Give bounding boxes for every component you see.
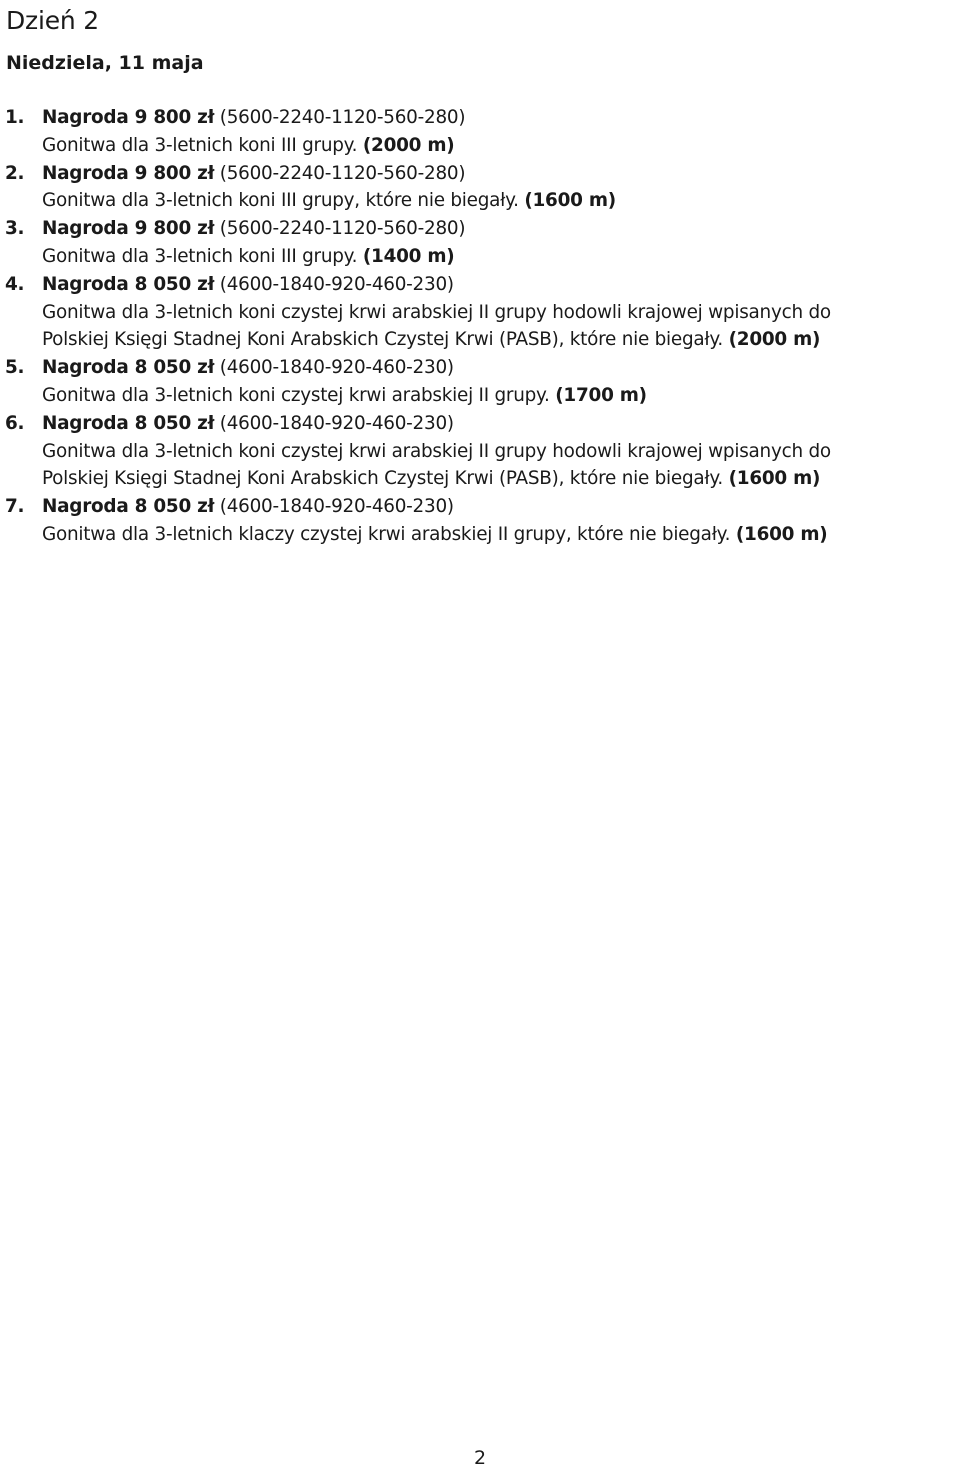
race-description-line [42, 299, 960, 327]
race-description: Gonitwa dla 3-letnich klaczy czystej krwi arabskiej II grupy, które nie biegały. [42, 523, 731, 545]
day-title: Dzień 2 [6, 6, 99, 35]
race-description-line [42, 438, 960, 466]
race-prize: Nagroda 9 800 zł [42, 107, 215, 128]
race-prize: Nagroda 9 800 zł [42, 218, 215, 240]
race-number: 6. [5, 412, 25, 434]
race-description: Polskiej Księgi Stadnej Koni Arabskich Czystej Krwi (PASB), które nie biegały. [42, 329, 724, 351]
page-number-text: 2 [473, 1447, 487, 1469]
race-number: 1. [5, 107, 25, 128]
race-prize-line [42, 215, 960, 243]
race-description: Polskiej Księgi Stadnej Koni Arabskich Czystej Krwi (PASB), które nie biegały. [42, 468, 724, 490]
race-prize-line [42, 410, 960, 438]
race-description: Gonitwa dla 3-letnich koni III grupy. [42, 245, 358, 267]
race-description-line [42, 326, 960, 354]
race-description-line [42, 132, 960, 160]
page-number [0, 1446, 960, 1470]
race-description: Gonitwa dla 3-letnich koni czystej krwi arabskiej II grupy hodowli krajowej wpisanych do [42, 301, 831, 323]
race-number: 2. [5, 162, 25, 184]
race-description: Gonitwa dla 3-letnich koni czystej krwi arabskiej II grupy. [42, 384, 550, 406]
race-distance: (1600 m) [728, 468, 821, 490]
race-item [0, 410, 960, 493]
race-distance: (1600 m) [735, 523, 828, 545]
race-distance: (1700 m) [555, 384, 647, 406]
race-list [0, 104, 960, 549]
race-number: 4. [5, 273, 25, 295]
race-item [0, 493, 960, 549]
race-prize-split: (5600-2240-1120-560-280) [219, 107, 466, 128]
race-item [0, 104, 960, 160]
race-distance: (2000 m) [362, 134, 455, 156]
race-prize-split: (4600-1840-920-460-230) [219, 273, 454, 295]
race-prize-line [42, 271, 960, 299]
race-prize-line [42, 160, 960, 188]
race-prize-split: (5600-2240-1120-560-280) [219, 162, 466, 184]
race-item [0, 160, 960, 216]
day-date: Niedziela, 11 maja [6, 52, 204, 74]
race-description: Gonitwa dla 3-letnich koni czystej krwi arabskiej II grupy hodowli krajowej wpisanych do [42, 440, 831, 462]
race-distance: (2000 m) [728, 329, 821, 351]
race-description: Gonitwa dla 3-letnich koni III grupy, które nie biegały. [42, 190, 519, 212]
race-number: 7. [5, 496, 25, 518]
race-description-line [42, 382, 960, 410]
race-prize-line [42, 104, 960, 132]
race-prize-split: (4600-1840-920-460-230) [219, 357, 454, 379]
race-prize: Nagroda 8 050 zł [42, 412, 215, 434]
race-prize: Nagroda 8 050 zł [42, 357, 215, 379]
race-prize: Nagroda 8 050 zł [42, 496, 215, 518]
race-distance: (1400 m) [362, 245, 455, 267]
race-prize-split: (5600-2240-1120-560-280) [219, 218, 466, 240]
race-item [0, 354, 960, 410]
race-description-line [42, 187, 960, 215]
race-prize: Nagroda 8 050 zł [42, 273, 215, 295]
race-description-line [42, 465, 960, 493]
race-item [0, 271, 960, 354]
race-distance: (1600 m) [524, 190, 616, 212]
race-prize-split: (4600-1840-920-460-230) [219, 496, 454, 518]
race-prize-line [42, 493, 960, 521]
race-description: Gonitwa dla 3-letnich koni III grupy. [42, 134, 358, 156]
race-number: 3. [5, 218, 25, 240]
race-prize-split: (4600-1840-920-460-230) [219, 412, 454, 434]
race-prize-line [42, 354, 960, 382]
race-prize: Nagroda 9 800 zł [42, 162, 215, 184]
race-description-line [42, 243, 960, 271]
race-item [0, 215, 960, 271]
race-number: 5. [5, 357, 25, 379]
race-description-line [42, 521, 960, 549]
